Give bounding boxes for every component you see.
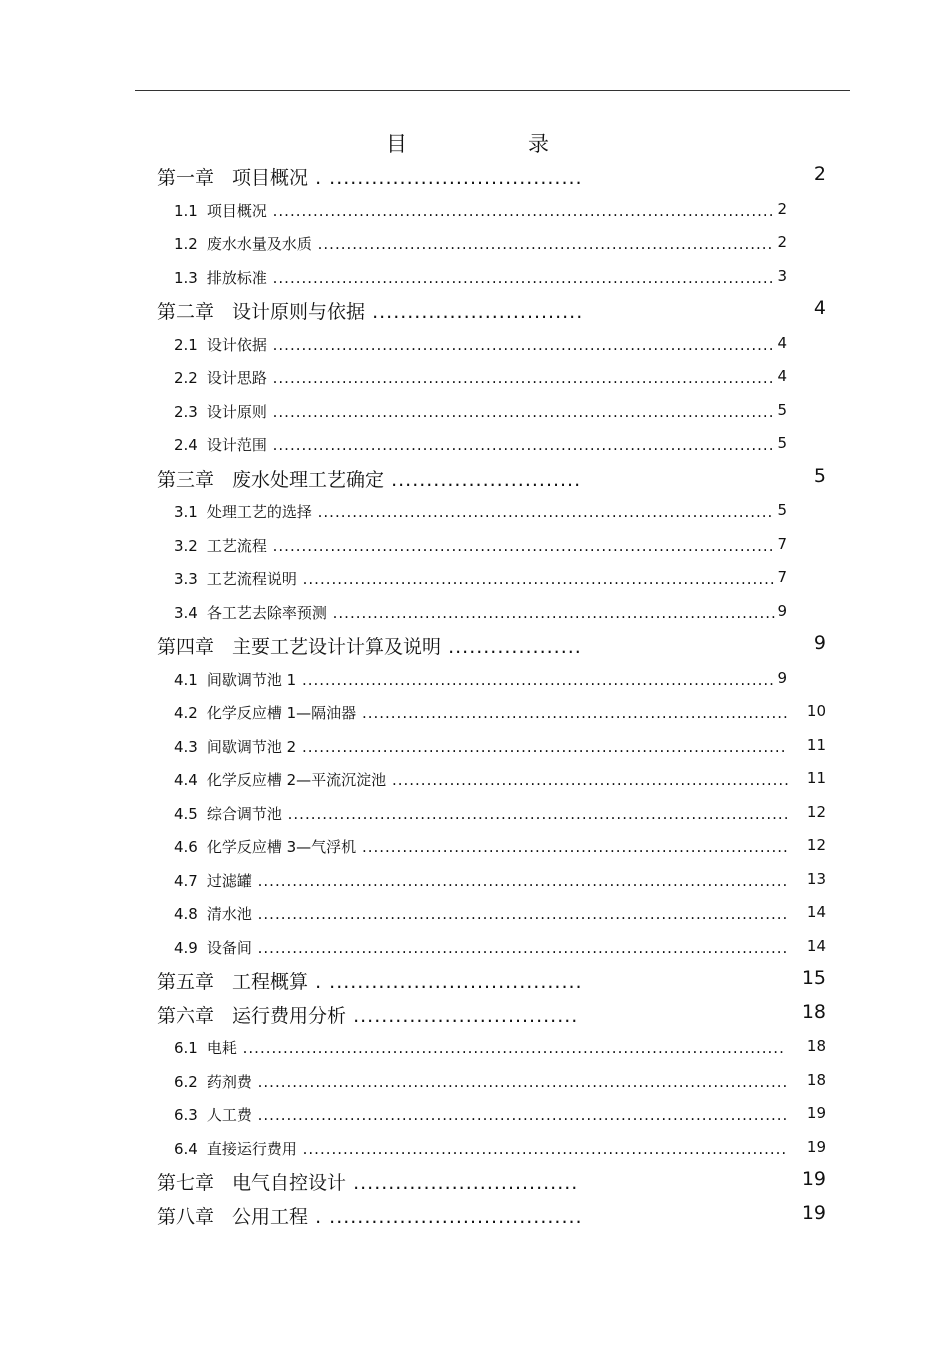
toc-entry-text: [174, 267, 774, 288]
page-number: 5: [813, 465, 826, 487]
entry-title: 工程概算: [232, 971, 309, 993]
dot-leader: ............................................................................................: [251, 905, 789, 923]
dot-leader: ...............................................................................: [311, 235, 774, 253]
page-number: 12: [806, 803, 826, 821]
entry-title: 化学反应槽 3—气浮机: [206, 838, 357, 856]
page-number: 2: [813, 163, 826, 185]
page-number: 11: [806, 736, 826, 754]
dot-leader: ..................................................................................: [296, 671, 775, 689]
page-number: 5: [777, 434, 787, 452]
page-number: 19: [801, 1168, 826, 1190]
dot-leader: .......................................................................................: [266, 436, 775, 454]
section-number: 3.2: [174, 537, 198, 555]
dot-leader: ..........................................................................: [356, 704, 789, 722]
section-number: 4.6: [174, 838, 198, 856]
entry-title: 排放标准: [206, 269, 267, 287]
section-number: 1.3: [174, 269, 198, 287]
page-number: 2: [777, 200, 787, 218]
page-number: 19: [801, 1202, 826, 1224]
dot-leader: ..........................................................................: [356, 838, 789, 856]
dot-leader: ....................................................................................: [296, 738, 787, 756]
chapter-label: 第五章: [157, 971, 215, 993]
section-number: 2.4: [174, 436, 198, 454]
dot-leader: ................................: [346, 1005, 579, 1027]
dot-leader: .......................................................................................: [266, 336, 775, 354]
dot-leader: ............................................................................................: [251, 1073, 789, 1091]
entry-title: 运行费用分析: [232, 1005, 347, 1027]
entry-title: 处理工艺的选择: [206, 503, 312, 521]
section-number: 3.3: [174, 570, 198, 588]
page-number: 11: [806, 769, 826, 787]
section-number: 6.2: [174, 1073, 198, 1091]
toc-entry-text: [174, 501, 773, 522]
dot-leader: . ....................................: [308, 167, 583, 189]
dot-leader: .......................................................................................: [266, 202, 775, 220]
page-number: 10: [806, 702, 826, 720]
toc-entry-text: [174, 367, 774, 388]
toc-entry-text: [174, 903, 788, 924]
toc-entry-text: [174, 1037, 785, 1058]
chapter-label: 第一章: [157, 167, 215, 189]
page-number: 3: [777, 267, 787, 285]
page-number: 9: [777, 602, 787, 620]
toc-entry-text: [174, 937, 788, 958]
toc-entry-text: [174, 200, 774, 221]
dot-leader: ............................................................................................: [251, 1106, 789, 1124]
page-number: 4: [813, 297, 826, 319]
section-number: 3.1: [174, 503, 198, 521]
page-number: 5: [777, 501, 787, 519]
section-number: 4.8: [174, 905, 198, 923]
dot-leader: .............................................................................: [326, 604, 777, 622]
toc-entry-text: [174, 401, 774, 422]
toc-entry-text: [157, 967, 583, 994]
dot-leader: .......................................................................................: [281, 805, 790, 823]
toc-entry-text: [157, 1001, 578, 1028]
section-number: 6.4: [174, 1140, 198, 1158]
entry-title: 工艺流程说明: [206, 570, 297, 588]
entry-title: 间歇调节池 1: [206, 671, 297, 689]
entry-title: 电气自控设计: [232, 1172, 347, 1194]
toc-entry-text: [174, 1104, 788, 1125]
chapter-label: 第二章: [157, 301, 215, 323]
page-number: 7: [777, 568, 787, 586]
chapter-label: 第六章: [157, 1005, 215, 1027]
dot-leader: ................................: [346, 1172, 579, 1194]
page-number: 18: [806, 1037, 826, 1055]
dot-leader: ...............................................................................: [311, 503, 774, 521]
dot-leader: .......................................................................................: [266, 403, 775, 421]
chapter-label: 第三章: [157, 469, 215, 491]
page-number: 9: [813, 632, 826, 654]
entry-title: 工艺流程: [206, 537, 267, 555]
toc-entry-text: [174, 1138, 787, 1159]
dot-leader: .......................................................................................: [266, 269, 775, 287]
section-number: 4.4: [174, 771, 198, 789]
toc-entry-text: [157, 465, 581, 492]
page-number: 13: [806, 870, 826, 888]
chapter-label: 第七章: [157, 1172, 215, 1194]
entry-title: 各工艺去除率预测: [206, 604, 327, 622]
toc-entry-text: [174, 870, 788, 891]
page-number: 19: [806, 1138, 826, 1156]
section-number: 1.1: [174, 202, 198, 220]
dot-leader: . ....................................: [308, 971, 583, 993]
entry-title: 化学反应槽 2—平流沉淀池: [206, 771, 387, 789]
entry-title: 废水处理工艺确定: [232, 469, 385, 491]
section-number: 4.7: [174, 872, 198, 890]
page-number: 15: [801, 967, 826, 989]
dot-leader: .....................................................................: [386, 771, 790, 789]
entry-title: 间歇调节池 2: [206, 738, 297, 756]
page-number: 7: [777, 535, 787, 553]
chapter-label: 第四章: [157, 636, 215, 658]
dot-leader: ...........................: [384, 469, 582, 491]
page-number: 18: [806, 1071, 826, 1089]
section-number: 4.2: [174, 704, 198, 722]
dot-leader: ............................................................................................: [251, 872, 789, 890]
entry-title: 项目概况: [232, 167, 309, 189]
entry-title: 设计原则与依据: [232, 301, 366, 323]
toc-entry-text: [174, 535, 774, 556]
entry-title: 清水池: [206, 905, 252, 923]
entry-title: 药剂费: [206, 1073, 252, 1091]
section-number: 4.9: [174, 939, 198, 957]
entry-title: 设备间: [206, 939, 252, 957]
page-number: 12: [806, 836, 826, 854]
toc-entry-text: [174, 803, 789, 824]
toc-entry-text: [174, 669, 775, 690]
entry-title: 人工费: [206, 1106, 252, 1124]
dot-leader: .......................................................................................: [266, 369, 775, 387]
entry-title: 过滤罐: [206, 872, 252, 890]
toc-entry-text: [157, 632, 582, 659]
page-number: 5: [777, 401, 787, 419]
entry-title: 公用工程: [232, 1206, 309, 1228]
dot-leader: ..............................................................................................: [236, 1039, 785, 1057]
entry-title: 项目概况: [206, 202, 267, 220]
toc-entry-text: [157, 1202, 583, 1229]
dot-leader: ...................: [441, 636, 582, 658]
page-number: 14: [806, 903, 826, 921]
dot-leader: ............................................................................................: [251, 939, 789, 957]
dot-leader: . ....................................: [308, 1206, 583, 1228]
dot-leader: ..................................................................................: [296, 570, 776, 588]
entry-title: 化学反应槽 1—隔油器: [206, 704, 357, 722]
chapter-label: 第八章: [157, 1206, 215, 1228]
page-number: 4: [777, 367, 787, 385]
section-number: 6.1: [174, 1039, 198, 1057]
page-number: 2: [777, 233, 787, 251]
toc-entry-text: [157, 1168, 578, 1195]
page-number: 4: [777, 334, 787, 352]
toc-entry-text: [174, 736, 786, 757]
header-rule: [135, 90, 850, 91]
section-number: 2.3: [174, 403, 198, 421]
toc-entry-text: [174, 602, 777, 623]
section-number: 1.2: [174, 235, 198, 253]
toc-entry-text: [174, 769, 790, 790]
entry-title: 设计思路: [206, 369, 267, 387]
entry-title: 直接运行费用: [206, 1140, 297, 1158]
dot-leader: ....................................................................................: [296, 1140, 788, 1158]
toc-entry-text: [157, 163, 583, 190]
section-number: 3.4: [174, 604, 198, 622]
entry-title: 设计范围: [206, 436, 267, 454]
section-number: 4.5: [174, 805, 198, 823]
toc-entry-text: [174, 334, 774, 355]
toc-entry-text: [157, 297, 583, 324]
toc-title: 目 录: [386, 132, 599, 156]
section-number: 4.1: [174, 671, 198, 689]
section-number: 6.3: [174, 1106, 198, 1124]
toc-entry-text: [174, 434, 774, 455]
section-number: 2.2: [174, 369, 198, 387]
entry-title: 主要工艺设计计算及说明: [232, 636, 442, 658]
toc-entry-text: [174, 702, 789, 723]
page-number: 19: [806, 1104, 826, 1122]
toc-entry-text: [174, 836, 789, 857]
toc-entry-text: [174, 568, 776, 589]
entry-title: 设计依据: [206, 336, 267, 354]
section-number: 2.1: [174, 336, 198, 354]
entry-title: 设计原则: [206, 403, 267, 421]
page-number: 14: [806, 937, 826, 955]
toc-entry-text: [174, 233, 773, 254]
section-number: 4.3: [174, 738, 198, 756]
entry-title: 综合调节池: [206, 805, 282, 823]
page-number: 18: [801, 1001, 826, 1023]
entry-title: 废水水量及水质: [206, 235, 312, 253]
dot-leader: .......................................................................................: [266, 537, 775, 555]
page-number: 9: [777, 669, 787, 687]
toc-entry-text: [174, 1071, 788, 1092]
entry-title: 电耗: [206, 1039, 237, 1057]
dot-leader: ..............................: [365, 301, 584, 323]
